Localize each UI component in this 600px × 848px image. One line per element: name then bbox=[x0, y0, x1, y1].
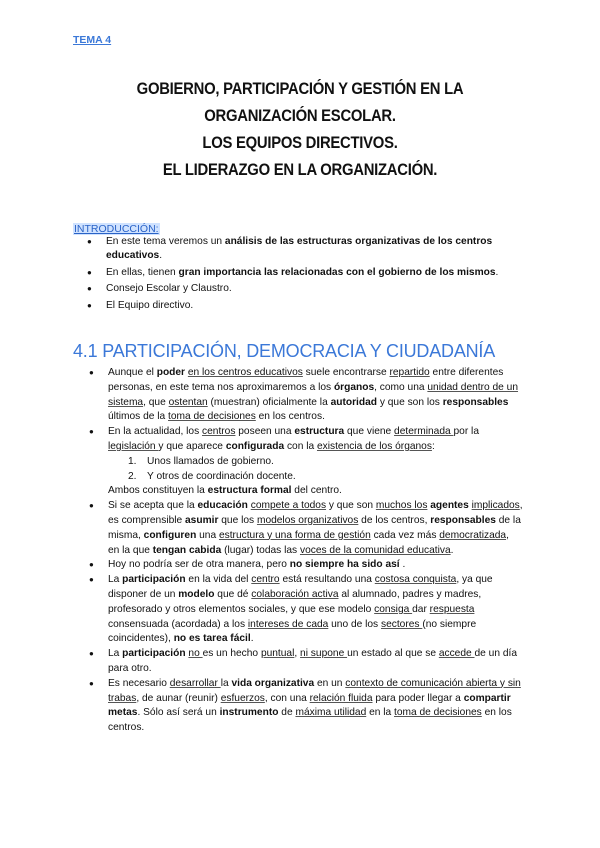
list-item: ● Aunque el poder en los centros educativos suele encontrarse repartido entre diferentes personas, en este tema nos aproximaremos a los órganos, como una unidad dentro de un sistema, que ostentan (muestran) oficialmente la autoridad y que son los responsables últimos de la toma de decisiones en los centros. bbox=[73, 366, 523, 425]
list-item: ● La participación no es un hecho puntual, ni supone un estado al que se accede de un día para otro. bbox=[73, 647, 523, 677]
intro-list bbox=[73, 235, 513, 315]
list-item: ● Consejo Escolar y Claustro. bbox=[73, 282, 513, 296]
sub-list-item: 2. Y otros de coordinación docente. bbox=[128, 470, 296, 482]
intro-label: INTRODUCCIÓN: bbox=[74, 223, 159, 235]
title-line: LOS EQUIPOS DIRECTIVOS. bbox=[202, 134, 398, 152]
title-line: GOBIERNO, PARTICIPACIÓN Y GESTIÓN EN LA bbox=[136, 80, 464, 98]
section-list bbox=[73, 366, 523, 736]
list-item: ● En ellas, tienen gran importancia las relacionadas con el gobierno de los mismos. bbox=[73, 266, 513, 280]
list-item: ● La participación en la vida del centro está resultando una costosa conquista, ya que disponer de un modelo que dé colaboración activa al alumnado, padres y madres, profesorado y otros elementos sociales, y que ese modelo consiga dar respuesta consensuada (acordada) a los intereses de cada uno de los sectores (no siempre coincidentes), no es tarea fácil. bbox=[73, 573, 523, 647]
sub-list bbox=[128, 455, 523, 485]
title-line: EL LIDERAZGO EN LA ORGANIZACIÓN. bbox=[162, 161, 438, 179]
list-item: ● Hoy no podría ser de otra manera, pero no siempre ha sido así . bbox=[73, 558, 523, 573]
sub-list-item: 1. Unos llamados de gobierno. bbox=[128, 455, 274, 467]
list-item: ● El Equipo directivo. bbox=[73, 299, 513, 313]
list-item: ● En la actualidad, los centros poseen una estructura que viene determinada por la legislación y que aparece configurada con la existencia de los órganos: 1. Unos llamados de gobierno. 2. Y otros de coordinación docente. bbox=[73, 425, 523, 484]
tema-label: TEMA 4 bbox=[73, 34, 112, 46]
section-heading: 4.1 PARTICIPACIÓN, DEMOCRACIA Y CIUDADANÍA bbox=[73, 341, 496, 361]
list-item: ● En este tema veremos un análisis de las estructuras organizativas de los centros educativos. bbox=[73, 235, 513, 263]
paragraph: Ambos constituyen la estructura formal del centro. bbox=[108, 485, 342, 497]
page-title bbox=[84, 76, 516, 184]
title-line: ORGANIZACIÓN ESCOLAR. bbox=[204, 107, 396, 125]
list-item: ● Es necesario desarrollar la vida organizativa en un contexto de comunicación abierta y sin trabas, de aunar (reunir) esfuerzos, con una relación fluida para poder llegar a compartir metas. Sólo así será un instrumento de máxima utilidad en la toma de decisiones en los centros. bbox=[73, 677, 523, 736]
list-item: ● Si se acepta que la educación compete a todos y que son muchos los agentes implicados, es comprensible asumir que los modelos organizativos de los centros, responsables de la misma, configuren una estructura y una forma de gestión cada vez más democratizada, en la que tengan cabida (lugar) todas las voces de la comunidad educativa. bbox=[73, 499, 523, 558]
